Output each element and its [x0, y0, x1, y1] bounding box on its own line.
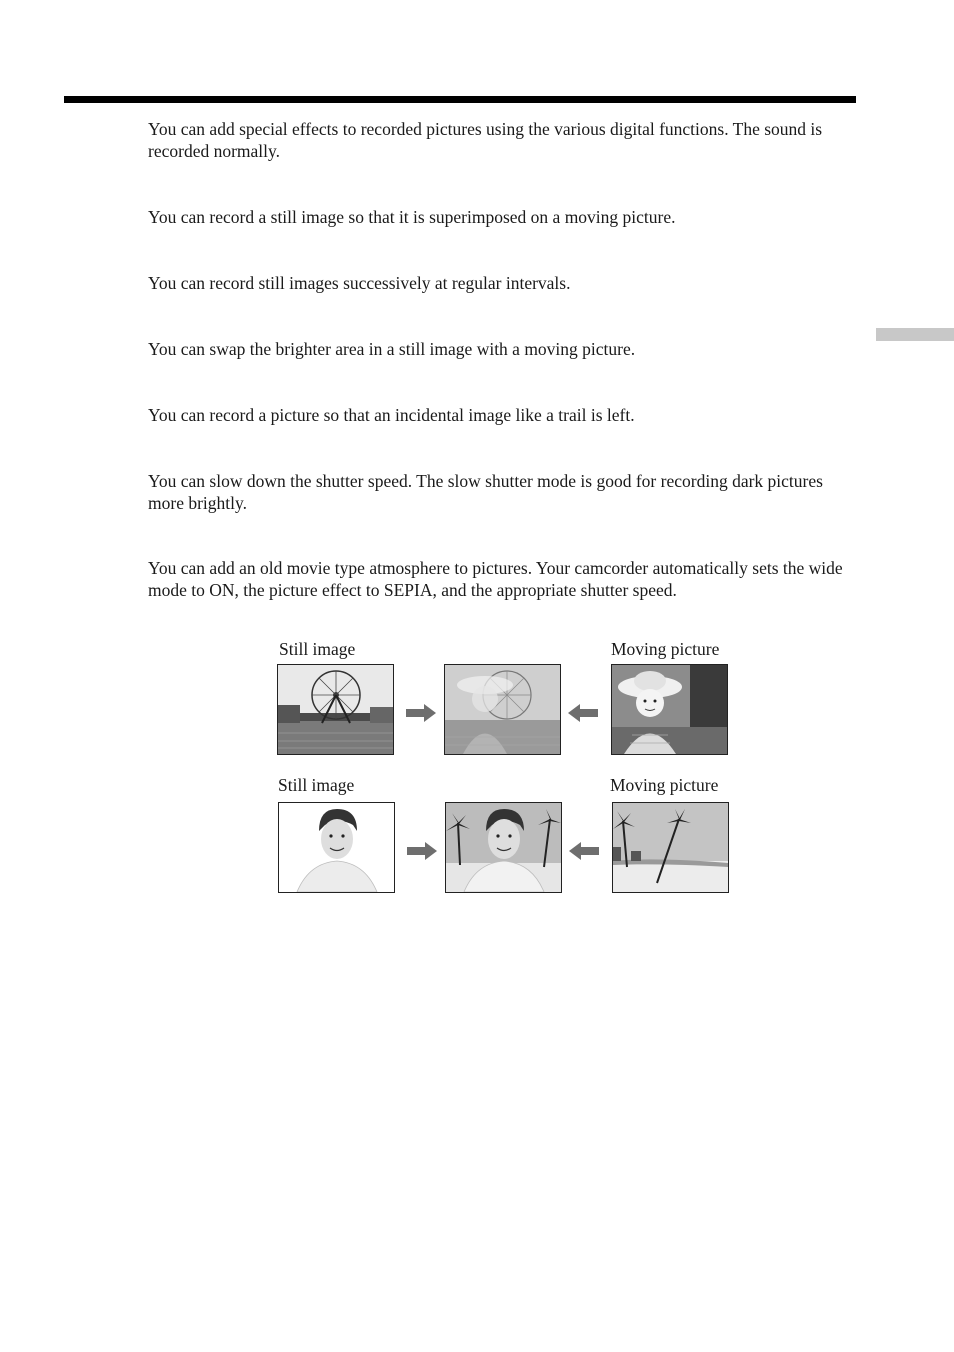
girl-with-hat-photo: [611, 664, 728, 755]
ferris-wheel-photo: [277, 664, 394, 755]
beach-palm-trees-photo: [612, 802, 729, 893]
old-movie-description: You can add an old movie type atmosphere to pictures. Your camcorder automatically sets the wide mode to ON, the picture effect to SEPIA, and the appropriate shutter speed.: [148, 558, 843, 600]
portrait-on-beach-photo: [445, 802, 562, 893]
overlap-description: You can record a still image so that it is superimposed on a moving picture.: [148, 207, 676, 227]
slow-shutter-description: You can slow down the shutter speed. The slow shutter mode is good for recording dark pictures more brightly.: [148, 471, 823, 513]
arrow-right-icon: [406, 704, 436, 722]
swap-description: You can swap the brighter area in a still image with a moving picture.: [148, 339, 636, 359]
portrait-photo: [278, 802, 395, 893]
arrow-right-icon-2: [407, 842, 437, 860]
interval-description: You can record still images successively at regular intervals.: [148, 273, 571, 293]
section-side-tab: [876, 328, 954, 341]
arrow-left-icon: [568, 704, 598, 722]
intro-paragraph: You can add special effects to recorded pictures using the various digital functions. The sound is recorded normally.: [148, 119, 823, 161]
ferris-wheel-girl-overlay-photo: [444, 664, 561, 755]
moving-picture-caption-2: Moving picture: [610, 775, 719, 795]
still-image-caption-2: Still image: [278, 775, 355, 795]
header-rule: [64, 96, 856, 103]
still-image-caption: Still image: [279, 639, 356, 659]
trail-description: You can record a picture so that an incidental image like a trail is left.: [148, 405, 635, 425]
moving-picture-caption: Moving picture: [611, 639, 720, 659]
arrow-left-icon-2: [569, 842, 599, 860]
